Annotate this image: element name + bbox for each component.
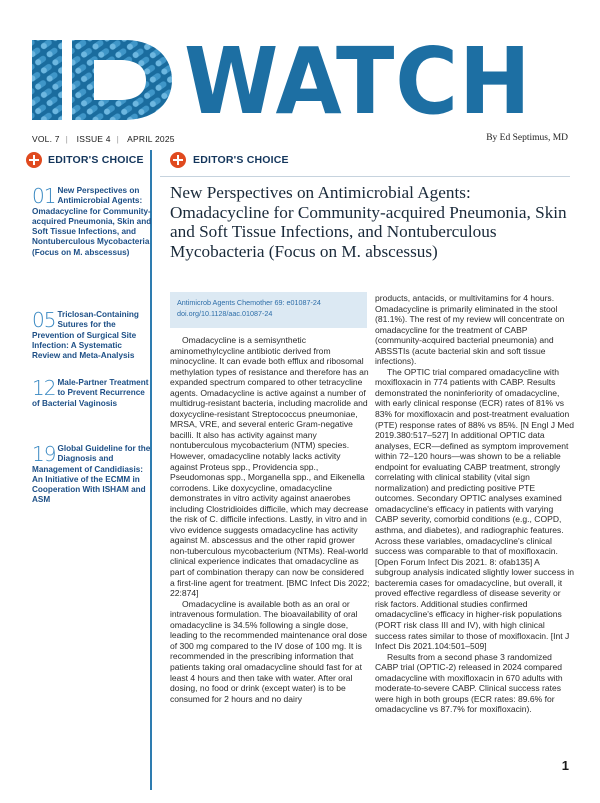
article-title: New Perspectives on Antimicrobial Agents: Omadacycline for Community-acquired Pneumonia, Skin and Soft Tissue Infections, and Nontuberculous Mycobacteria (Focus on M. abscessus) [170,183,567,261]
sidebar-item-title: Triclosan-Containing Sutures for the Prevention of Surgical Site Infection: A Systematic Review and Meta-Analysis [32,310,139,361]
sidebar [32,152,150,168]
article-column-2 [375,293,575,715]
sidebar-item-12[interactable] [32,378,152,409]
article-section-heading [170,152,289,168]
volume: VOL. 7 [32,134,60,144]
paragraph: The OPTIC trial compared omadacycline with moxifloxacin in 774 patients with CABP. Results demonstrated the noninferiority of omadacycline, with early clinical response (ECR) rates of 81% vs 83% for moxifloxacin and post-treatment evaluation (PTE) response rates of 88% vs 85%. [N Engl J Med 2019.380:517–527] In additional OPTIC data analyses, ECR—defined as symptom improvement within 72–120 hours—was shown to be a reliable endpoint for evaluating CABP treatment, strongly correlating with clinical stability (vital sign normalization) and predicting positive PTE outcomes. Secondary OPTIC analyses examined omadacycline's efficacy in patients with varying CABP severity, comorbid conditions (e.g., COPD, asthma, and diabetes), and radiographic features. Across these variables, omadacycline's clinical success was comparable to that of moxifloxacin. [Open Forum Infect Dis 2021. 8: ofab135] A subgroup analysis indicated slightly lower success in bacteremia cases for omadacycline, but overall, it proved effective regardless of disease severity or risk factors. Additional studies confirmed omadacycline's efficacy in higher-risk populations (PORT risk class III and IV), with high clinical success rates similar to those of moxifloxacin. [Int J Infect Dis 2021.104:501–509] [375,366,575,652]
plus-icon [170,152,186,168]
citation-journal: Antimicrob Agents Chemother 69: e01087-24 [177,298,321,307]
sidebar-item-title: New Perspectives on Antimicrobial Agents: Omadacycline for Community-acquired Pneumonia, Skin and Soft Tissue Infections, and Nontuberculous Mycobacteria (Focus on M. abscessus) [32,186,152,257]
paragraph: Results from a second phase 3 randomized CABP trial (OPTIC-2) released in 2024 compared omadacycline with moxifloxacin in 670 adults with moderate-to-severe CABP. Clinical success rates were high in both groups (ECR rates: 89.6% for omadacycline vs 87.7% for moxifloxacin). [375,651,563,715]
heading-divider [160,176,570,177]
sidebar-heading-label: EDITOR'S CHOICE [48,154,144,166]
issue-info: VOL. 7 | ISSUE 4 | APRIL 2025 [32,134,175,144]
sidebar-item-title: Male-Partner Treatment to Prevent Recurrence of Bacterial Vaginosis [32,378,149,408]
article-column-1 [170,335,370,704]
plus-icon [26,152,42,168]
sidebar-item-05[interactable] [32,310,152,361]
citation-doi-link[interactable]: doi.org/10.1128/aac.01087-24 [177,309,273,318]
sidebar-heading [32,152,150,168]
sidebar-item-page: 01 [32,184,56,208]
sidebar-item-title: Global Guideline for the Diagnosis and Management of Candidiasis: An Initiative of the ECMM in Cooperation With ISHAM and ASM [32,444,151,505]
logo-id-text: ID [32,23,48,40]
paragraph: Omadacycline is available both as an oral or intravenous formulation. The bioavailability of oral omadacycline is 34.5% following a single dose, leading to the recommended maintenance oral dose of 300 mg compared to the IV dose of 100 mg. It is recommended in the prescribing information that patients taking oral omadacycline should fast for at least 4 hours and then take with water. After oral dosing, no food or drink (except water) is to be consumed for 2 hours and no dairy [170,598,368,704]
logo-id-graphic [32,23,174,124]
author-byline: By Ed Septimus, MD [486,133,568,143]
issue: ISSUE 4 [76,134,111,144]
paragraph: products, antacids, or multivitamins for 4 hours. Omadacycline is primarily eliminated in the stool (81.1%). The rest of my review will concentrate on omadacycline for the treatment of CABP (community-acquired bacterial pneumonia) and ABSSTIs (acute bacterial skin and soft tissue infections). [375,293,565,367]
citation-box [170,292,367,328]
article-section-label: EDITOR'S CHOICE [193,154,289,166]
sidebar-item-page: 19 [32,442,56,466]
logo-watch: WATCH [184,28,532,135]
paragraph: Omadacycline is a semisynthetic aminomethylcycline antibiotic derived from minocycline. It can evade both efflux and ribosomal methylation types of resistance and therefore has an expanded spectrum compared to other tetracycline agents. Omadacycline is active against a number of multidrug-resistant bacteria, including macrolide and doxycycline-resistant Streptococcus pneumoniae, MRSA, VRE, and several enteric Gram-negative bacilli. It also has activity against many nontuberculous mycobacterium (NTM) species. However, omadacycline notably lacks activity against Proteus spp., Providencia spp., Pseudomonas spp., Morganella spp., and Eikenella corrodens. Like doxycycline, omadacycline demonstrates in vitro activity against anaerobes including Clostridioides difficile, which may decrease the risk of C. difficile infections. Lastly, in vitro and in vivo evidence suggests omadacycline has activity against M. abscessus and the other rapid grower non-tuberculous mycobacterium (NTMs). Real-world clinical experience indicates that omadacycline as part of combination therapy can now be considered a first-line agent for treatment. [BMC Infect Dis 2022; 22:874] [170,335,370,599]
sidebar-item-01[interactable] [32,186,152,258]
issue-date: APRIL 2025 [127,134,175,144]
sidebar-item-page: 05 [32,308,56,332]
sidebar-item-19[interactable] [32,444,152,506]
page-number: 1 [561,758,569,773]
masthead [0,23,600,135]
sidebar-item-page: 12 [32,376,56,400]
